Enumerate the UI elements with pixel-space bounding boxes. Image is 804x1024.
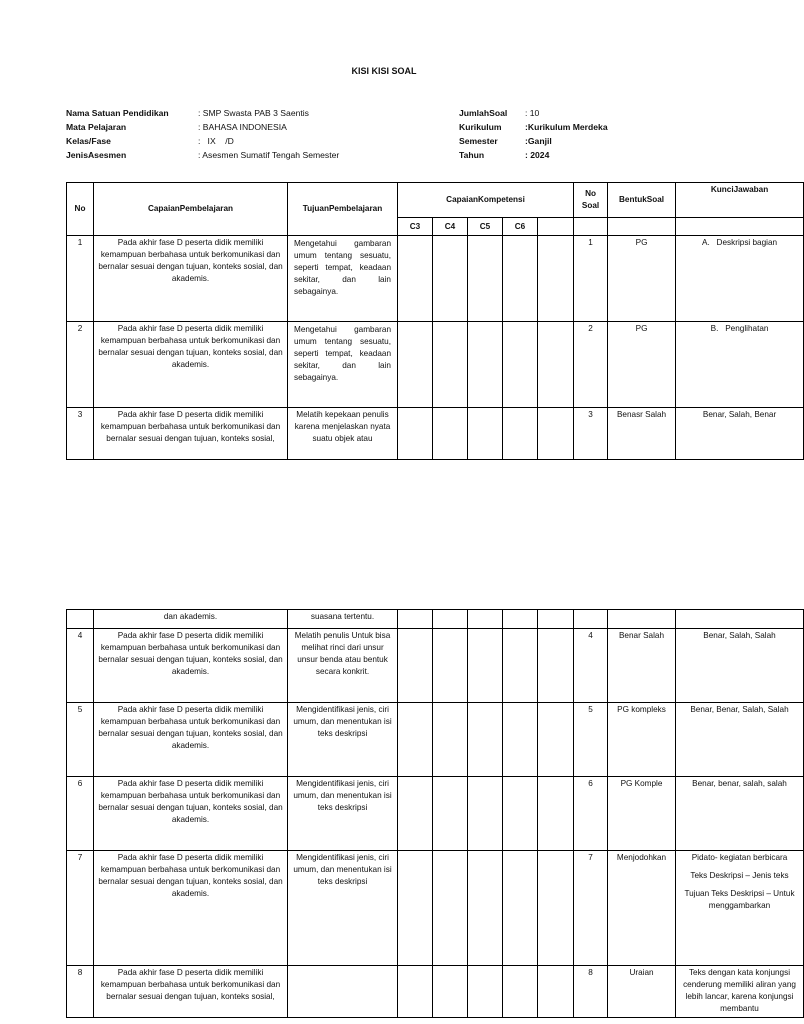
- cell-tujuan: suasana tertentu.: [288, 610, 398, 629]
- table-row: [67, 851, 804, 966]
- header-kunci: KunciJawaban: [676, 183, 804, 218]
- cell-tujuan: Mengidentifikasi jenis, ciri umum, dan menentukan isi teks deskripsi: [288, 703, 398, 777]
- meta-value: :Kurikulum Merdeka: [525, 122, 608, 132]
- cell-kunci: Benar, Benar, Salah, Salah: [676, 703, 804, 777]
- cell-nosoal: 8: [574, 966, 608, 1018]
- cell-kunci: Benar, Salah, Benar: [676, 408, 804, 460]
- table-row: [67, 966, 804, 1018]
- table-row: [67, 408, 804, 460]
- header-c3: C3: [398, 218, 433, 236]
- meta-value: : IX /D: [198, 136, 234, 146]
- cell-c4: [433, 777, 468, 851]
- meta-value: :Ganjil: [525, 136, 552, 146]
- cell-c5: [468, 851, 503, 966]
- meta-label: Kelas/Fase: [66, 136, 111, 146]
- meta-value: : SMP Swasta PAB 3 Saentis: [198, 108, 309, 118]
- header-tujuan: TujuanPembelajaran: [288, 183, 398, 236]
- cell-bentuk: PG Komple: [608, 777, 676, 851]
- cell-bentuk: Benasr Salah: [608, 408, 676, 460]
- cell-c6: [503, 236, 538, 322]
- table-row: [67, 322, 804, 408]
- cell-no: [67, 610, 94, 629]
- cell-c3: [398, 851, 433, 966]
- cell-bentuk: PG: [608, 236, 676, 322]
- cell-kunci: A. Deskripsi bagian: [676, 236, 804, 322]
- cell-c4: [433, 322, 468, 408]
- cell-c4: [433, 408, 468, 460]
- cell-c3: [398, 703, 433, 777]
- cell-nosoal: 6: [574, 777, 608, 851]
- cell-tujuan: Mengetahui gambaran umum tentang sesuatu, seperti tempat, keadaan sekitar, dan lain sebagainya.: [288, 236, 398, 322]
- cell-capaian: Pada akhir fase D peserta didik memiliki kemampuan berbahasa untuk berkomunikasi dan bernalar sesuai dengan tujuan, konteks sosial, dan akademis.: [94, 851, 288, 966]
- cell-c3: [398, 322, 433, 408]
- kunci-line: Pidato- kegiatan berbicara: [691, 853, 788, 862]
- cell-c6: [503, 322, 538, 408]
- cell-c3: [398, 777, 433, 851]
- cell-no: 5: [67, 703, 94, 777]
- table-row: [67, 777, 804, 851]
- meta-label: Tahun: [459, 150, 485, 160]
- cell-c5: [468, 777, 503, 851]
- meta-right: [459, 106, 608, 162]
- meta-label: Kurikulum: [459, 122, 502, 132]
- cell-kunci: [676, 610, 804, 629]
- cell-c4: [433, 703, 468, 777]
- cell-bentuk: PG: [608, 322, 676, 408]
- cell-nosoal: 4: [574, 629, 608, 703]
- cell-c3: [398, 408, 433, 460]
- kisi-table-page-2: [66, 609, 804, 1018]
- header-capaian: CapaianPembelajaran: [94, 183, 288, 236]
- cell-blank: [538, 966, 574, 1018]
- cell-nosoal: 1: [574, 236, 608, 322]
- cell-c3: [398, 629, 433, 703]
- cell-c6: [503, 703, 538, 777]
- cell-no: 4: [67, 629, 94, 703]
- cell-c6: [503, 408, 538, 460]
- header-no: No: [67, 183, 94, 236]
- cell-kunci: Teks dengan kata konjungsi cenderung memiliki aliran yang lebih lancar, karena konjungsi membantu: [676, 966, 804, 1018]
- header-c6: C6: [503, 218, 538, 236]
- cell-c6: [503, 777, 538, 851]
- header-kompetensi: CapaianKompetensi: [398, 183, 574, 218]
- cell-c4: [433, 629, 468, 703]
- cell-blank: [538, 236, 574, 322]
- header-blank: [608, 218, 676, 236]
- cell-c3: [398, 236, 433, 322]
- cell-capaian: Pada akhir fase D peserta didik memiliki kemampuan berbahasa untuk berkomunikasi dan bernalar sesuai dengan tujuan, konteks sosial, dan akademis.: [94, 322, 288, 408]
- cell-blank: [538, 851, 574, 966]
- meta-value: : 2024: [525, 150, 550, 160]
- cell-no: 1: [67, 236, 94, 322]
- meta-value: : BAHASA INDONESIA: [198, 122, 287, 132]
- header-bentuk: BentukSoal: [608, 183, 676, 218]
- cell-nosoal: 5: [574, 703, 608, 777]
- cell-c4: [433, 610, 468, 629]
- cell-no: 7: [67, 851, 94, 966]
- cell-c6: [503, 610, 538, 629]
- cell-capaian: Pada akhir fase D peserta didik memiliki kemampuan berbahasa untuk berkomunikasi dan bernalar sesuai dengan tujuan, konteks sosial,: [94, 966, 288, 1018]
- cell-bentuk: Menjodohkan: [608, 851, 676, 966]
- cell-capaian: Pada akhir fase D peserta didik memiliki kemampuan berbahasa untuk berkomunikasi dan bernalar sesuai dengan tujuan, konteks sosial, dan akademis.: [94, 629, 288, 703]
- cell-bentuk: Uraian: [608, 966, 676, 1018]
- meta-left: [66, 106, 339, 162]
- cell-c5: [468, 629, 503, 703]
- meta-label: Nama Satuan Pendidikan: [66, 108, 169, 118]
- cell-c4: [433, 966, 468, 1018]
- cell-c5: [468, 703, 503, 777]
- cell-blank: [538, 610, 574, 629]
- cell-capaian: Pada akhir fase D peserta didik memiliki kemampuan berbahasa untuk berkomunikasi dan bernalar sesuai dengan tujuan, konteks sosial, dan akademis.: [94, 703, 288, 777]
- cell-c5: [468, 322, 503, 408]
- header-c5: C5: [468, 218, 503, 236]
- cell-c4: [433, 851, 468, 966]
- table-row: [67, 610, 804, 629]
- cell-no: 2: [67, 322, 94, 408]
- header-blank: [676, 218, 804, 236]
- cell-tujuan: Mengidentifikasi jenis, ciri umum, dan menentukan isi teks deskripsi: [288, 851, 398, 966]
- cell-c5: [468, 236, 503, 322]
- kunci-line: Tujuan Teks Deskripsi – Untuk menggambarkan: [684, 889, 795, 910]
- cell-blank: [538, 629, 574, 703]
- cell-c5: [468, 610, 503, 629]
- meta-value: : Asesmen Sumatif Tengah Semester: [198, 150, 340, 160]
- table-row: [67, 629, 804, 703]
- cell-nosoal: [574, 610, 608, 629]
- cell-no: 8: [67, 966, 94, 1018]
- cell-c6: [503, 966, 538, 1018]
- cell-blank: [538, 703, 574, 777]
- cell-tujuan: Melatih penulis Untuk bisa melihat rinci dari unsur unsur benda atau bentuk secara konkrit.: [288, 629, 398, 703]
- meta-label: Semester: [459, 136, 498, 146]
- cell-nosoal: 2: [574, 322, 608, 408]
- cell-tujuan: Mengidentifikasi jenis, ciri umum, dan menentukan isi teks deskripsi: [288, 777, 398, 851]
- meta-label: JenisAsesmen: [66, 150, 127, 160]
- cell-tujuan: [288, 966, 398, 1018]
- cell-bentuk: PG kompleks: [608, 703, 676, 777]
- table-row: [67, 236, 804, 322]
- cell-nosoal: 3: [574, 408, 608, 460]
- cell-bentuk: Benar Salah: [608, 629, 676, 703]
- cell-c6: [503, 629, 538, 703]
- cell-bentuk: [608, 610, 676, 629]
- cell-blank: [538, 408, 574, 460]
- cell-c4: [433, 236, 468, 322]
- meta-label: JumlahSoal: [459, 108, 508, 118]
- cell-capaian: dan akademis.: [94, 610, 288, 629]
- cell-kunci: B. Penglihatan: [676, 322, 804, 408]
- document-title: KISI KISI SOAL: [351, 66, 417, 76]
- cell-c3: [398, 966, 433, 1018]
- header-nosoal: No Soal: [574, 183, 608, 218]
- cell-kunci: Benar, Salah, Salah: [676, 629, 804, 703]
- cell-kunci: [676, 851, 804, 966]
- meta-value: : 10: [525, 108, 540, 118]
- cell-c5: [468, 966, 503, 1018]
- cell-c5: [468, 408, 503, 460]
- cell-kunci: Benar, benar, salah, salah: [676, 777, 804, 851]
- header-blank: [574, 218, 608, 236]
- kunci-line: Teks Deskripsi – Jenis teks: [690, 871, 789, 880]
- cell-no: 6: [67, 777, 94, 851]
- header-c4: C4: [433, 218, 468, 236]
- cell-c3: [398, 610, 433, 629]
- cell-blank: [538, 322, 574, 408]
- cell-capaian: Pada akhir fase D peserta didik memiliki kemampuan berbahasa untuk berkomunikasi dan bernalar sesuai dengan tujuan, konteks sosial, dan akademis.: [94, 777, 288, 851]
- table-row: [67, 703, 804, 777]
- kisi-table-page-1: [66, 182, 804, 460]
- cell-tujuan: Mengetahui gambaran umum tentang sesuatu, seperti tempat, keadaan sekitar, dan lain sebagainya.: [288, 322, 398, 408]
- cell-c6: [503, 851, 538, 966]
- cell-no: 3: [67, 408, 94, 460]
- cell-blank: [538, 777, 574, 851]
- cell-nosoal: 7: [574, 851, 608, 966]
- cell-capaian: Pada akhir fase D peserta didik memiliki kemampuan berbahasa untuk berkomunikasi dan bernalar sesuai dengan tujuan, konteks sosial, dan akademis.: [94, 236, 288, 322]
- header-blank: [538, 218, 574, 236]
- cell-tujuan: Melatih kepekaan penulis karena menjelaskan nyata suatu objek atau: [288, 408, 398, 460]
- meta-label: Mata Pelajaran: [66, 122, 127, 132]
- cell-capaian: Pada akhir fase D peserta didik memiliki kemampuan berbahasa untuk berkomunikasi dan bernalar sesuai dengan tujuan, konteks sosial,: [94, 408, 288, 460]
